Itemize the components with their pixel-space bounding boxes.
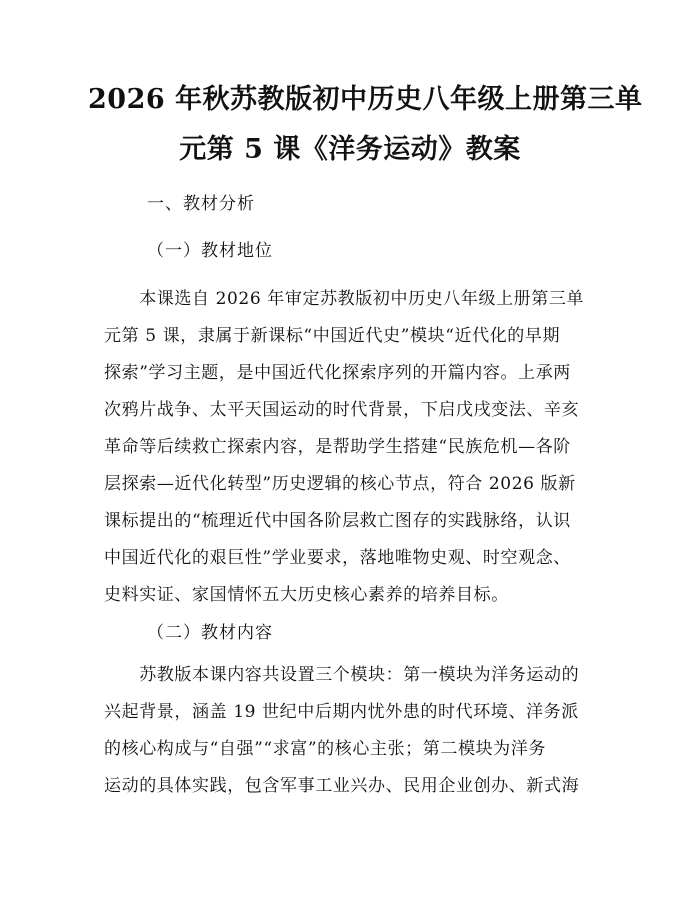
paragraph-line: 苏教版本课内容共设置三个模块：第一模块为洋务运动的 — [104, 665, 580, 685]
document-title-line-1: 2026 年秋苏教版初中历史八年级上册第三单 — [88, 84, 643, 115]
paragraph-teaching-status — [104, 288, 604, 621]
paragraph-line: 革命等后续救亡探索内容，是帮助学生搭建“民族危机—各阶 — [104, 437, 571, 457]
paragraph-line: 元第 5 课，隶属于新课标“中国近代史”模块“近代化的早期 — [104, 326, 561, 346]
paragraph-line: 运动的具体实践，包含军事工业兴办、民用企业创办、新式海 — [104, 776, 580, 796]
paragraph-line: 中国近代化的艰巨性”学业要求，落地唯物史观、时空观念、 — [104, 548, 571, 568]
paragraph-line: 层探索—近代化转型”历史逻辑的核心节点，符合 2026 版新 — [104, 474, 576, 494]
document-title-line-2: 元第 5 课《洋务运动》教案 — [179, 134, 521, 165]
subsection-heading-2: （二）教材内容 — [147, 623, 273, 643]
paragraph-line: 兴起背景，涵盖 19 世纪中后期内忧外患的时代环境、洋务派 — [104, 702, 579, 722]
paragraph-line: 本课选自 2026 年审定苏教版初中历史八年级上册第三单 — [104, 289, 585, 309]
paragraph-line: 次鸦片战争、太平天国运动的时代背景，下启戊戌变法、辛亥 — [104, 400, 580, 420]
paragraph-line: 史料实证、家国情怀五大历史核心素养的培养目标。 — [104, 585, 509, 605]
paragraph-line: 探索”学习主题，是中国近代化探索序列的开篇内容。上承两 — [104, 363, 571, 383]
paragraph-teaching-content — [104, 664, 604, 812]
subsection-heading-1: （一）教材地位 — [147, 241, 273, 261]
paragraph-line: 课标提出的“梳理近代中国各阶层救亡图存的实践脉络，认识 — [104, 511, 571, 531]
paragraph-line: 的核心构成与“自强”“求富”的核心主张；第二模块为洋务 — [104, 739, 546, 759]
section-heading: 一、教材分析 — [147, 194, 255, 214]
